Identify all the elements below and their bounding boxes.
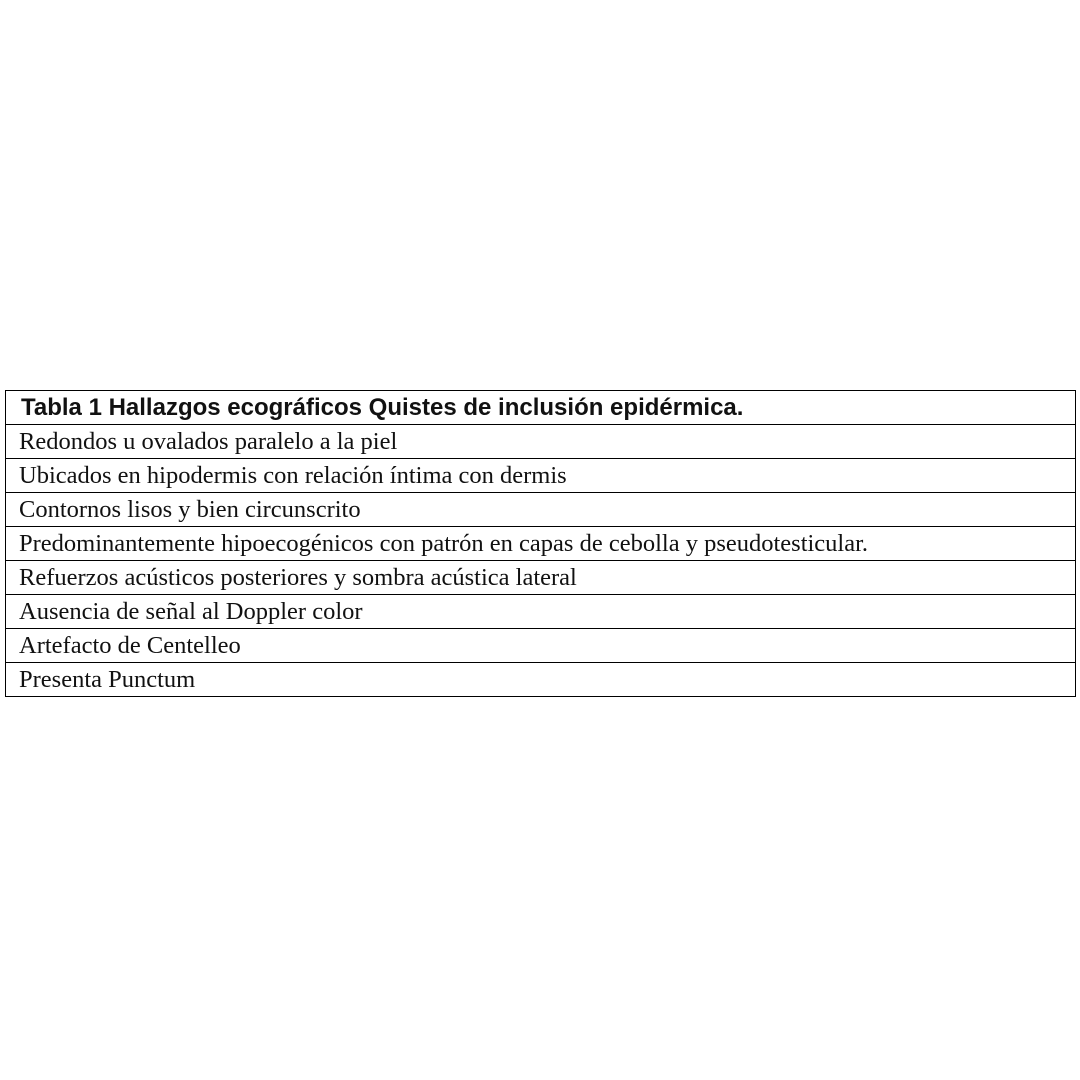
table-row: [6, 527, 1076, 561]
table-title: Tabla 1 Hallazgos ecográficos Quistes de inclusión epidérmica.: [6, 391, 1076, 425]
table-cell: Contornos lisos y bien circunscrito: [6, 493, 1076, 527]
table-row: [6, 663, 1076, 697]
table-cell: Predominantemente hipoecogénicos con patrón en capas de cebolla y pseudotesticular.: [6, 527, 1076, 561]
table-cell: Ubicados en hipodermis con relación íntima con dermis: [6, 459, 1076, 493]
table-title-row: [6, 391, 1076, 425]
table-row: [6, 595, 1076, 629]
table-row: [6, 561, 1076, 595]
table-row: [6, 459, 1076, 493]
table-row: [6, 629, 1076, 663]
table-cell: Presenta Punctum: [6, 663, 1076, 697]
table-row: [6, 493, 1076, 527]
findings-table: [5, 390, 1076, 697]
table-cell: Redondos u ovalados paralelo a la piel: [6, 425, 1076, 459]
table-row: [6, 425, 1076, 459]
table-cell: Ausencia de señal al Doppler color: [6, 595, 1076, 629]
table-cell: Refuerzos acústicos posteriores y sombra acústica lateral: [6, 561, 1076, 595]
table-cell: Artefacto de Centelleo: [6, 629, 1076, 663]
